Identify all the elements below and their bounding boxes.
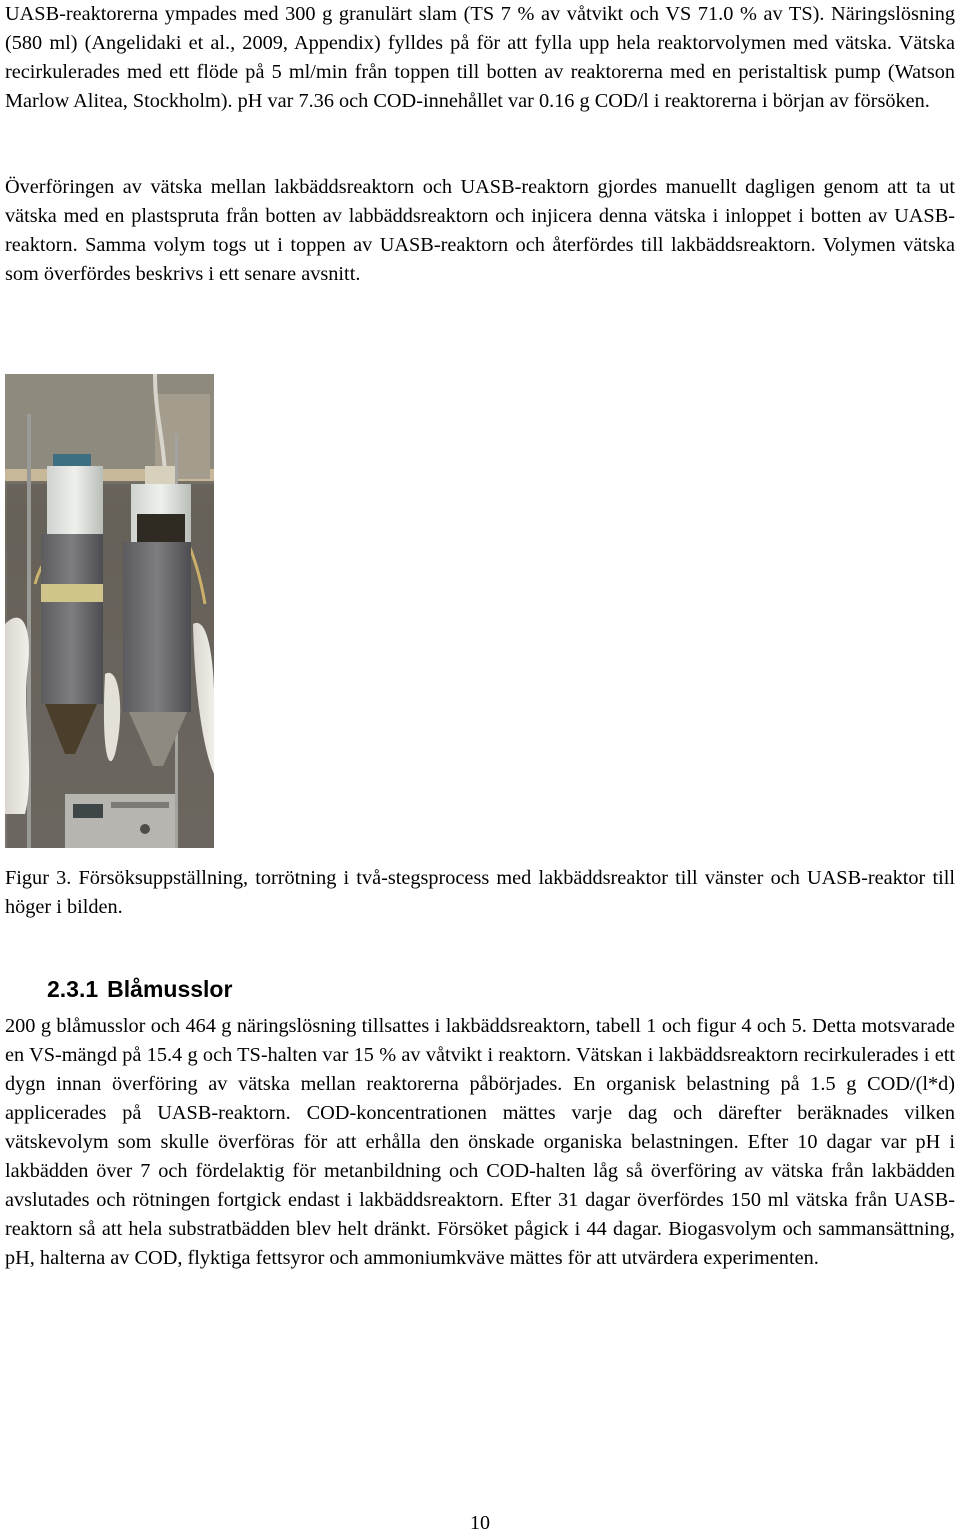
figure-caption: Figur 3. Försöksuppställning, torrötning i två-stegsprocess med lakbäddsreaktor till vänster och UASB-reaktor till höger i bilden. [5,867,955,918]
body-paragraph-inoculation: UASB-reaktorerna ympades med 300 g granulärt slam (TS 7 % av våtvikt och VS 71.0 % av TS). Näringslösning (580 ml) (Angelidaki et al., 2009, Appendix) fylldes på för att fylla upp hela reaktorvolymen med vätska. Vätska recirkulerades med ett flöde på 5 ml/min från toppen till botten av reaktorerna med en peristaltisk pump (Watson Marlow Alitea, Stockholm). pH var 7.36 och COD-innehållet var 0.16 g COD/l i reaktorerna i början av försöken. [5,3,955,112]
body-paragraph-mussels: 200 g blåmusslor och 464 g näringslösning tillsattes i lakbäddsreaktorn, tabell 1 och figur 4 och 5. Detta motsvarade en VS-mängd på 15.4 g och TS-halten var 15 % av våtvikt i reaktorn. Vätskan i lakbäddsreaktorn recirkulerades i ett dygn innan överföring av vätska mellan reaktorerna påbörjades. En organisk belastning på 1.5 g COD/(l*d) applicerades på UASB-reaktorn. COD-koncentrationen mättes varje dag och därefter beräknades vilken vätskevolym som skulle överföras för att erhålla den önskade organiska belastningen. Efter 10 dagar var pH i lakbädden över 7 och fördelaktig för metanbildning och COD-halten låg så överföring av vätska från lakbädden avslutades och rötningen fortgick endast i lakbäddsreaktorn. Efter 31 dagar överfördes 150 ml vätska från UASB-reaktorn så att hela substratbädden blev helt dränkt. Försöket pågick i 44 dagar. Biogasvolym och sammansättning, pH, halterna av COD, flyktiga fettsyror och ammoniumkväve mättes för att utvärdera experimenten. [5,1015,955,1269]
section-title: Blåmusslor [107,976,233,1002]
section-heading [47,974,232,1004]
section-number: 2.3.1 [47,976,99,1002]
reactor-setup-photo [5,374,214,848]
page-number: 10 [470,1512,490,1534]
body-paragraph-liquid-transfer: Överföringen av vätska mellan lakbäddsreaktorn och UASB-reaktorn gjordes manuellt dagligen genom att ta ut vätska med en plastspruta från botten av labbäddsreaktorn och injicera denna vätska i inloppet i botten av UASB-reaktorn. Samma volym togs ut i toppen av UASB-reaktorn och återfördes till lakbäddsreaktorn. Volymen vätska som överfördes beskrivs i ett senare avsnitt. [5,176,955,285]
